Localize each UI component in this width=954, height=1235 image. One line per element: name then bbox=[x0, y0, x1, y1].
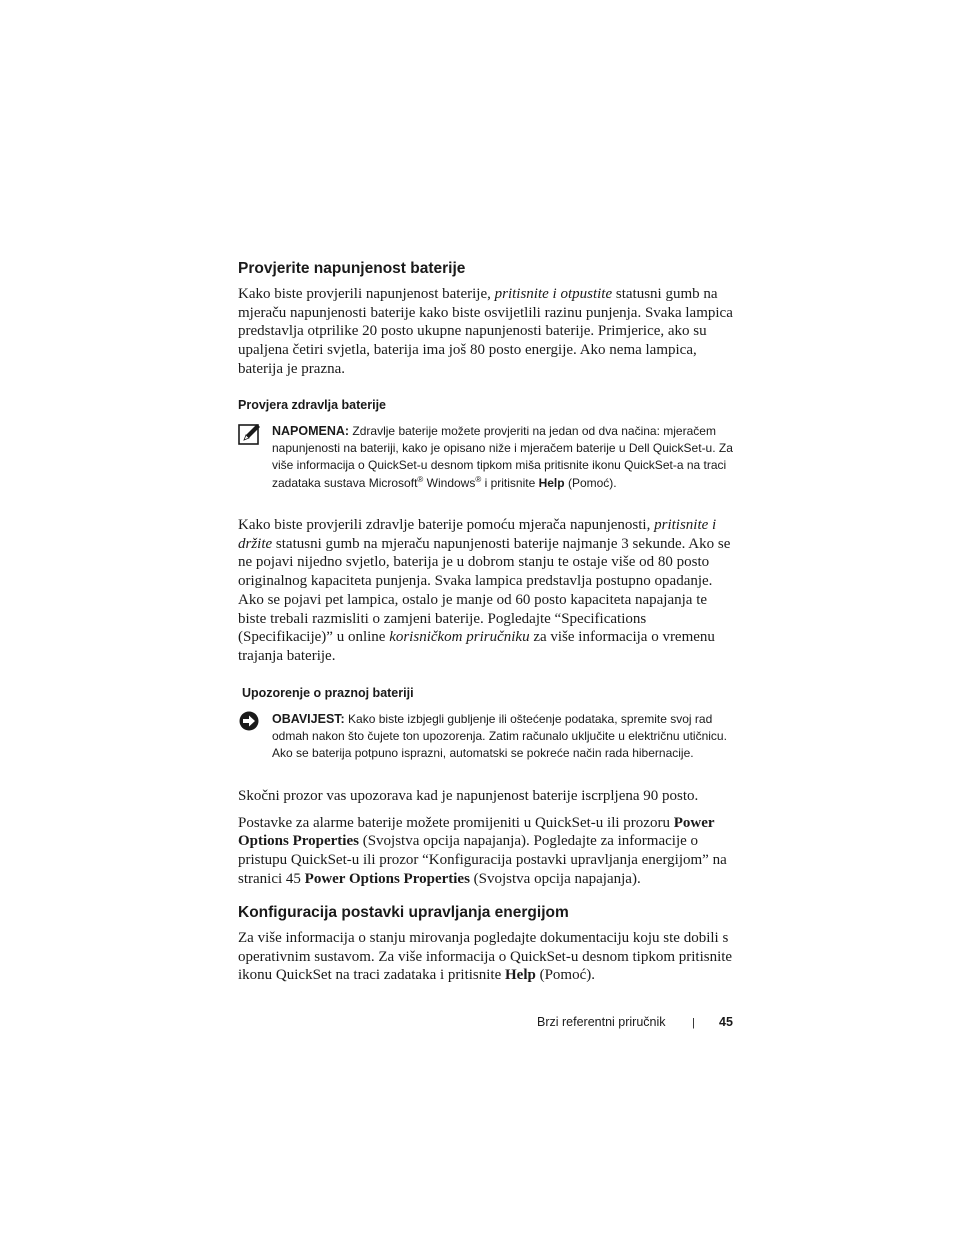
section-power-settings bbox=[238, 903, 736, 985]
notice-text: OBAVIJEST: Kako biste izbjegli gubljenje ili oštećenje podataka, spremite svoj rad odmah nakon što čujete ton upozorenja. Zatim računalo uključite u električnu utičnicu. Ako se baterija potpuno isprazni, automatski se pokreće način rada hibernacije. bbox=[272, 712, 727, 761]
paragraph-battery-health: Kako biste provjerili zdravlje baterije pomoću mjerača napunjenosti, pritisnite i držite statusni gumb na mjeraču napunjenosti baterije najmanje 3 sekunde. Ako se ne pojavi nijedno svjetlo, baterija je u dobrom stanju te ostaje više od 80 posto originalnog kapaciteta punjenja. Svaka lampica predstavlja postupno opadanje. Ako se pojavi pet lampica, ostalo je manje od 60 posto kapaciteta napajanja te biste trebali razmisliti o zamjeni baterije. Pogledajte “Specifications (Specifikacije)” u online korisničkom priručniku za više informacija o vremenu trajanja baterije. bbox=[238, 517, 731, 664]
heading-battery-health: Provjera zdravlja baterije bbox=[238, 398, 386, 412]
paragraph-battery-health-block bbox=[238, 516, 736, 666]
paragraph-power-settings: Za više informacija o stanju mirovanja pogledajte dokumentaciju koju ste dobili s operativnim sustavom. Za više informacija o QuickSet-u desnom tipkom pritisnite ikonu QuickSet na traci zadataka i pritisnite Help (Pomoć). bbox=[238, 930, 733, 984]
paragraph-alarm-settings: Postavke za alarme baterije možete promijeniti u QuickSet-u ili prozoru Power Options Properties (Svojstva opcija napajanja). Pogledajte za informacije o pristupu QuickSet-u ili prozor “Konfiguracija postavki upravljanja energijom” na stranici 45 Power Options Properties (Svojstva opcija napajanja). bbox=[238, 814, 727, 887]
page-number: 45 bbox=[719, 1015, 733, 1029]
low-battery-paragraphs bbox=[238, 787, 736, 889]
section-battery-health bbox=[238, 397, 736, 413]
footer-separator: | bbox=[692, 1017, 695, 1029]
paragraph-check-charge: Kako biste provjerili napunjenost baterije, pritisnite i otpustite statusni gumb na mjeraču napunjenosti baterije kako biste osvijetlili razinu punjenja. Svaka lampica predstavlja otprilike 20 posto ukupne napunjenosti baterije. Primjerice, ako su upaljena četiri svjetla, baterija ima još 80 posto energije. Ako nema lampica, baterija je prazna. bbox=[238, 286, 733, 377]
footer-title: Brzi referentni priručnik bbox=[537, 1015, 666, 1029]
heading-check-charge: Provjerite napunjenost baterije bbox=[238, 260, 466, 277]
section-low-battery bbox=[242, 685, 740, 701]
paragraph-popup-warning: Skočni prozor vas upozorava kad je napunjenost baterije iscrpljena 90 posto. bbox=[238, 788, 699, 804]
heading-power-settings: Konfiguracija postavki upravljanja energijom bbox=[238, 904, 569, 921]
note-box bbox=[238, 423, 738, 492]
heading-low-battery: Upozorenje o praznoj bateriji bbox=[242, 686, 414, 700]
note-text: NAPOMENA: Zdravlje baterije možete provjeriti na jedan od dva načina: mjeračem napunjenosti na bateriji, kako je opisano niže i mjeračem baterije u Dell QuickSet-u. Za više informacija o QuickSet-u desnom tipkom miša pritisnite ikonu QuickSet-a na traci zadataka sustava Microsoft® Windows® i pritisnite Help (Pomoć). bbox=[272, 424, 733, 490]
section-battery-charge bbox=[238, 259, 736, 379]
pencil-note-icon bbox=[238, 423, 262, 445]
notice-box bbox=[238, 711, 738, 763]
notice-arrow-icon bbox=[238, 711, 262, 733]
